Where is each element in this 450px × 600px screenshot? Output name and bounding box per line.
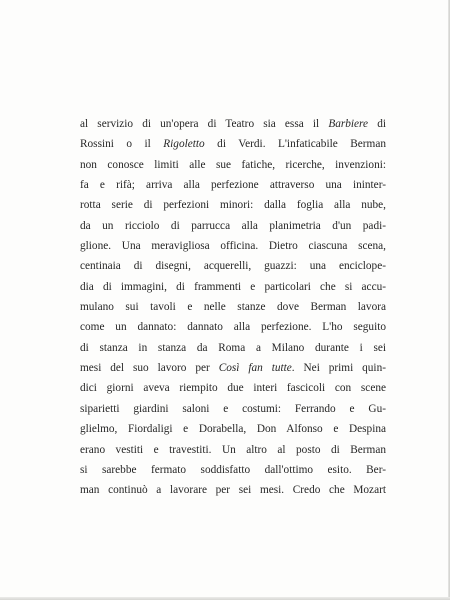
text-line [80,236,386,256]
text-line [80,277,386,297]
text-line [80,378,386,398]
text-line [80,155,386,175]
text-run: non conosce limiti alle sue fatiche, ricerche, invenzioni: [80,158,386,171]
text-line [80,297,386,317]
text-line [80,419,386,439]
text-run: mesi del suo lavoro per [80,362,219,375]
text-line [80,317,386,337]
text-run: glione. Una meravigliosa officina. Dietro ciascuna scena, [80,240,386,253]
text-run: centinaia di disegni, acquerelli, guazzi: una enciclope- [80,260,386,273]
text-line [80,338,386,358]
text-line [80,216,386,236]
text-run: al servizio di un'opera di Teatro sia essa il [80,118,329,130]
italic-title: Rigoletto [163,138,205,151]
text-run: man continuò a lavorare per sei mesi. Credo che Mozart [80,484,386,497]
text-run: Rossini o il [80,138,164,151]
text-run: rotta serie di perfezioni minori: dalla foglia alla nube, [80,199,386,212]
text-line [80,114,386,134]
text-run: mulano sui tavoli e nelle stanze dove Berman lavora [80,301,386,314]
text-line [80,195,386,215]
text-run: di Verdi. L'infaticabile Berman [204,138,386,151]
text-run: dici giorni aveva riempito due interi fascicoli con scene [80,382,386,395]
text-run: da un ricciolo di parrucca alla planimetria d'un padi- [80,219,386,232]
text-run: si sarebbe fermato soddisfatto dall'ottimo esito. Ber- [80,463,386,476]
text-run: fa e rifà; arriva alla perfezione attraverso una ininter- [80,179,386,192]
text-line [80,134,386,154]
text-run: erano vestiti e travestiti. Un altro al posto di Berman [80,443,386,456]
text-line [80,480,386,500]
text-run: dia di immagini, di frammenti e particolari che si accu- [80,280,386,293]
text-line [80,175,386,195]
italic-title: Barbiere [328,118,369,130]
text-run: di stanza in stanza da Roma a Milano durante i sei [80,341,386,354]
body-text [80,114,386,501]
text-run: di [368,118,386,130]
text-run: come un dannato: dannato alla perfezione. L'ho seguito [80,321,386,334]
text-line [80,460,386,480]
text-run: siparietti giardini saloni e costumi: Ferrando e Gu- [80,402,386,415]
text-line [80,399,386,419]
text-run: . Nei primi quin- [291,362,386,375]
text-line [80,256,386,276]
text-line [80,358,386,378]
text-line [80,440,386,460]
text-run: glielmo, Fiordaligi e Dorabella, Don Alfonso e Despina [80,423,386,436]
italic-title: Così fan tutte [218,362,292,375]
